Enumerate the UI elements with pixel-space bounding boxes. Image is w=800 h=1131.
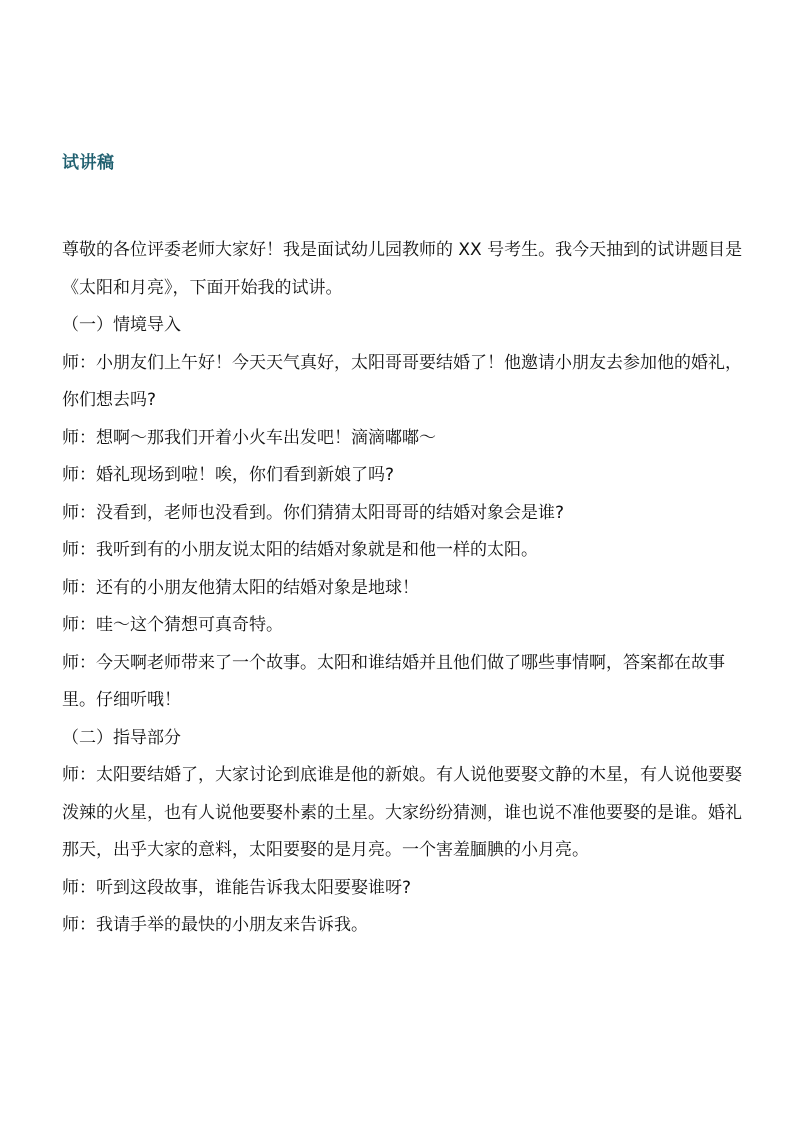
document-body (62, 232, 748, 945)
paragraph: 师：没看到，老师也没看到。你们猜猜太阳哥哥的结婚对象会是谁? (62, 502, 565, 523)
paragraph: 师：太阳要结婚了，大家讨论到底谁是他的新娘。有人说他要娶文静的木星，有人说他要娶泼辣的火星，也有人说他要娶朴素的土星。大家纷纷猜测，谁也说不准他要娶的是谁。婚礼那天，出乎大家的意料，太阳要娶的是月亮。一个害羞腼腆的小月亮。 (62, 765, 742, 860)
paragraph: 师：想啊～那我们开着小火车出发吧！滴滴嘟嘟～ (62, 427, 436, 448)
page-title: 试讲稿 (62, 153, 115, 173)
paragraph: 师：小朋友们上午好！今天天气真好，太阳哥哥要结婚了！他邀请小朋友去参加他的婚礼，你们想去吗? (62, 352, 742, 410)
paragraph: 师：我听到有的小朋友说太阳的结婚对象就是和他一样的太阳。 (62, 540, 538, 560)
paragraph-intro: 尊敬的各位评委老师大家好！我是面试幼儿园教师的 XX 号考生。我今天抽到的试讲题目是《太阳和月亮》，下面开始我的试讲。 (62, 240, 743, 298)
paragraph: 师：听到这段故事，谁能告诉我太阳要娶谁呀? (62, 877, 412, 898)
section-heading-2: （二）指导部分 (62, 727, 181, 748)
paragraph: 师：婚礼现场到啦！唉，你们看到新娘了吗? (62, 465, 395, 485)
paragraph: 师：哇～这个猜想可真奇特。 (62, 615, 283, 635)
paragraph: 师：我请手举的最快的小朋友来告诉我。 (62, 915, 368, 935)
paragraph: 师：今天啊老师带来了一个故事。太阳和谁结婚并且他们做了哪些事情啊，答案都在故事里。仔细听哦！ (62, 652, 725, 710)
paragraph: 师：还有的小朋友他猜太阳的结婚对象是地球！ (62, 577, 419, 598)
section-heading-1: （一）情境导入 (62, 315, 181, 335)
